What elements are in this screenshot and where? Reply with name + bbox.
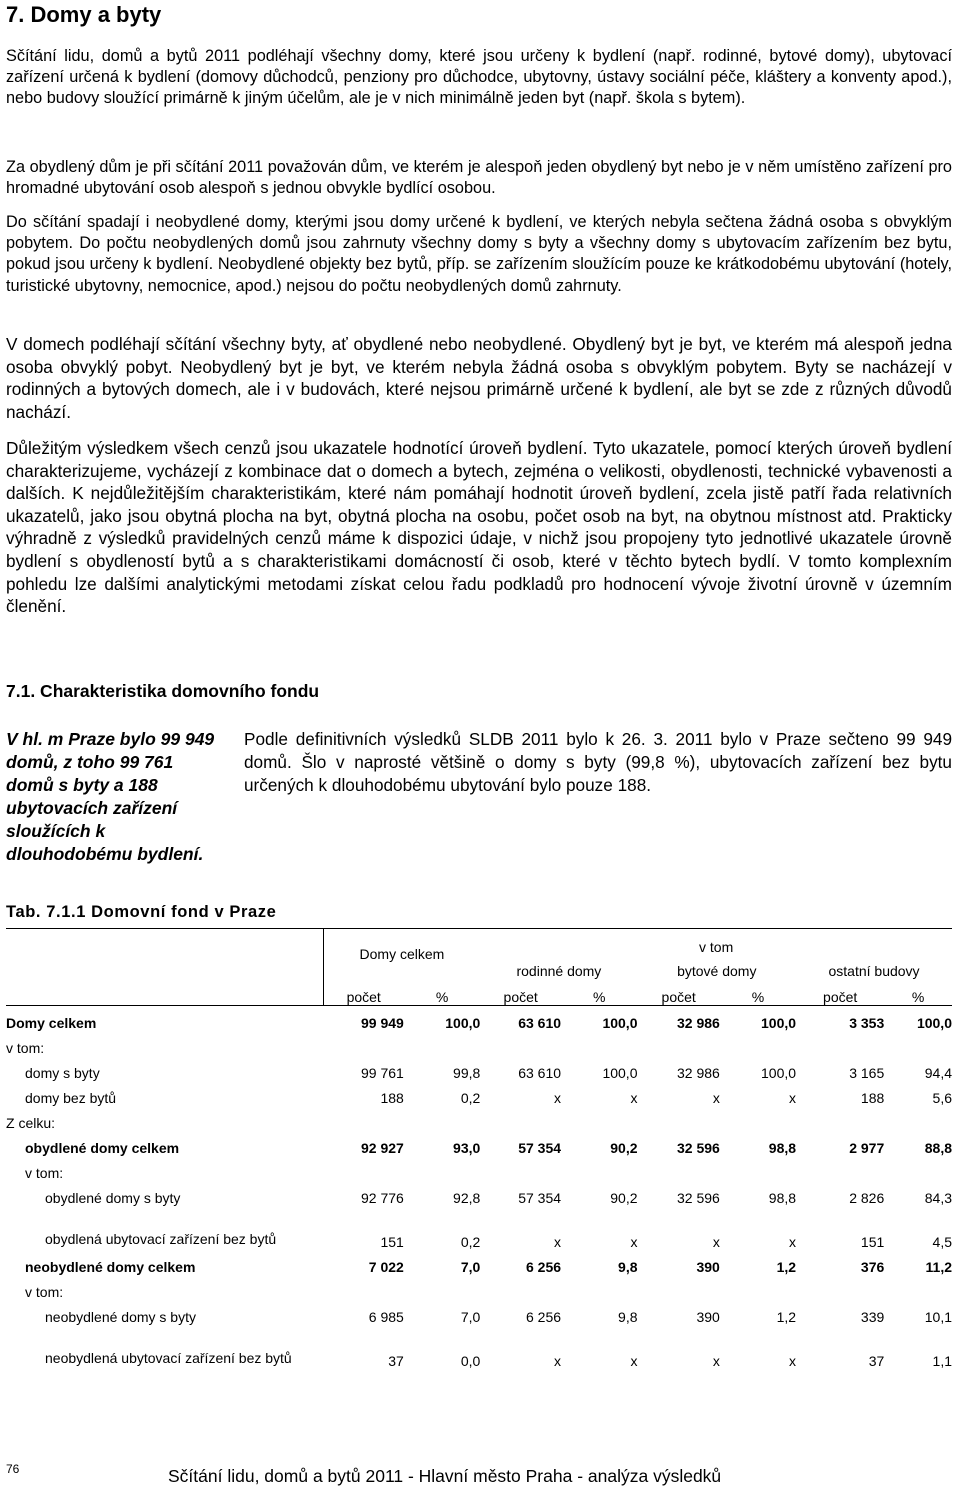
row-label: neobydlené domy celkem bbox=[25, 1258, 196, 1275]
cell-value: 4,5 bbox=[932, 1233, 952, 1250]
table-row bbox=[6, 1300, 952, 1325]
cell-value bbox=[323, 1106, 404, 1131]
header-pct: % bbox=[561, 979, 637, 1006]
cell-value bbox=[561, 1106, 637, 1131]
cell-value: x bbox=[554, 1089, 562, 1106]
cell-value: 88,8 bbox=[924, 1139, 952, 1156]
cell-value: x bbox=[630, 1089, 638, 1106]
cell-value bbox=[796, 1031, 884, 1056]
cell-value bbox=[323, 1031, 404, 1056]
cell-value bbox=[323, 1156, 404, 1181]
header-count: počet bbox=[480, 979, 561, 1006]
cell-value: x bbox=[630, 1352, 638, 1369]
cell-value bbox=[480, 1031, 561, 1056]
cell-value bbox=[404, 1156, 480, 1181]
margin-summary: V hl. m Praze bylo 99 949 domů, z toho 99 761 domů s byty a 188 ubytovacích zařízení sloužících k dlouhodobému bydlení. bbox=[6, 729, 215, 864]
cell-value bbox=[796, 1106, 884, 1131]
cell-value: 32 986 bbox=[677, 1064, 720, 1081]
row-label: neobydlená ubytovací zařízení bez bytů bbox=[45, 1349, 292, 1366]
cell-value bbox=[404, 1275, 480, 1300]
cell-value bbox=[638, 1275, 720, 1300]
cell-value: 188 bbox=[860, 1089, 885, 1106]
cell-value: 92,8 bbox=[453, 1189, 481, 1206]
row-label: v tom: bbox=[6, 1039, 45, 1056]
page-number: 76 bbox=[6, 1462, 20, 1476]
cell-value: 90,2 bbox=[610, 1189, 638, 1206]
cell-value: 93,0 bbox=[453, 1139, 481, 1156]
cell-value: 99 761 bbox=[361, 1064, 404, 1081]
cell-value: 100,0 bbox=[761, 1064, 797, 1081]
cell-value: 100,0 bbox=[602, 1064, 638, 1081]
row-label: v tom: bbox=[25, 1164, 64, 1181]
cell-value bbox=[480, 1106, 561, 1131]
cell-value: 2 826 bbox=[849, 1189, 885, 1206]
cell-value bbox=[638, 1106, 720, 1131]
cell-value: 7,0 bbox=[460, 1308, 481, 1325]
cell-value: 390 bbox=[696, 1308, 720, 1325]
header-count: počet bbox=[323, 979, 404, 1006]
table-row bbox=[6, 1131, 952, 1156]
cell-value: x bbox=[554, 1352, 562, 1369]
cell-value: 84,3 bbox=[924, 1189, 952, 1206]
cell-value bbox=[720, 1031, 796, 1056]
table-row bbox=[6, 1106, 952, 1131]
cell-value: 6 256 bbox=[526, 1308, 562, 1325]
section-intro: Podle definitivních výsledků SLDB 2011 bylo k 26. 3. 2011 bylo v Praze sečteno 99 949 domů. Šlo v naprosté většině o domy s byty (99,8 %), ubytovacích zařízení bez bytu určených k dlouhodobému ubytování bylo pouze 188. bbox=[244, 729, 952, 795]
table-row bbox=[6, 1005, 952, 1031]
cell-value: 100,0 bbox=[916, 1014, 952, 1031]
cell-value bbox=[480, 1156, 561, 1181]
paragraph-unoccupied-houses: Do sčítání spadají i neobydlené domy, kterými jsou domy určené k bydlení, ve kterých nebyla sečtena žádná osoba s obvyklým pobytem. Do počtu neobydlených domů jsou zahrnuty všechny domy s byty a všechny domy s ubytovacím zařízením bez bytu, pokud jsou určeny k bydlení. Neobydlené objekty bez bytů, příp. se zařízením sloužícím pouze ke krátkodobému ubytování (hotely, turistické ubytovny, nemocnice, apod.) nejsou do počtu neobydlených domů zahrnuty. bbox=[6, 213, 952, 295]
cell-value: 100,0 bbox=[445, 1014, 481, 1031]
section-heading: 7.1. Charakteristika domovního fondu bbox=[6, 681, 320, 701]
cell-value: 10,1 bbox=[924, 1308, 952, 1325]
table-row bbox=[6, 1275, 952, 1300]
cell-value bbox=[884, 1156, 952, 1181]
table-row bbox=[6, 1081, 952, 1106]
cell-value bbox=[323, 1275, 404, 1300]
header-group-ostatni: ostatní budovy bbox=[828, 962, 920, 979]
cell-value: x bbox=[789, 1352, 797, 1369]
cell-value: 99,8 bbox=[453, 1064, 481, 1081]
cell-value: 63 610 bbox=[518, 1014, 562, 1031]
cell-value bbox=[404, 1031, 480, 1056]
cell-value: 151 bbox=[860, 1233, 885, 1250]
cell-value: x bbox=[789, 1233, 797, 1250]
cell-value: 376 bbox=[860, 1258, 885, 1275]
cell-value: 6 985 bbox=[368, 1308, 404, 1325]
cell-value: 0,2 bbox=[460, 1233, 481, 1250]
cell-value: 100,0 bbox=[602, 1014, 638, 1031]
cell-value: 1,2 bbox=[776, 1308, 797, 1325]
table-row bbox=[6, 1156, 952, 1181]
cell-value: 151 bbox=[380, 1233, 404, 1250]
cell-value bbox=[638, 1156, 720, 1181]
paragraph-scope: Sčítání lidu, domů a bytů 2011 podléhají všechny domy, které jsou určeny k bydlení (např. rodinné, bytové domy), ubytovací zařízení určená k bydlení (domovy důchodců, penziony pro důchodce, ubytovny, ústavy sociální péče, kláštery a konventy apod.), nebo budovy sloužící primárně k jiným účelům, ale je v nich minimálně jeden byt (např. škola s bytem). bbox=[6, 47, 952, 108]
cell-value: 90,2 bbox=[610, 1139, 638, 1156]
header-domy-celkem: Domy celkem bbox=[323, 929, 480, 979]
cell-value: 5,6 bbox=[932, 1089, 952, 1106]
cell-value: 9,8 bbox=[618, 1308, 638, 1325]
cell-value bbox=[884, 1031, 952, 1056]
row-label: Z celku: bbox=[6, 1114, 56, 1131]
chapter-heading: 7. Domy a byty bbox=[6, 2, 162, 27]
cell-value: 11,2 bbox=[925, 1258, 952, 1275]
cell-value bbox=[796, 1275, 884, 1300]
cell-value: 100,0 bbox=[761, 1014, 797, 1031]
header-pct: % bbox=[404, 979, 480, 1006]
header-count: počet bbox=[796, 979, 884, 1006]
cell-value bbox=[720, 1156, 796, 1181]
cell-value bbox=[884, 1106, 952, 1131]
cell-value: 390 bbox=[696, 1258, 720, 1275]
header-group-rodinne: rodinné domy bbox=[516, 962, 602, 979]
row-label: obydlená ubytovací zařízení bez bytů bbox=[45, 1230, 277, 1247]
cell-value bbox=[720, 1275, 796, 1300]
header-pct: % bbox=[884, 979, 952, 1006]
cell-value: 7 022 bbox=[368, 1258, 404, 1275]
cell-value: 37 bbox=[868, 1352, 885, 1369]
cell-value: x bbox=[789, 1089, 797, 1106]
header-count: počet bbox=[638, 979, 720, 1006]
cell-value: x bbox=[712, 1352, 720, 1369]
cell-value bbox=[796, 1156, 884, 1181]
table-row bbox=[6, 1181, 952, 1206]
cell-value: 3 165 bbox=[849, 1064, 885, 1081]
cell-value: 1,2 bbox=[776, 1258, 797, 1275]
cell-value: 98,8 bbox=[768, 1139, 797, 1156]
row-label: domy bez bytů bbox=[25, 1089, 117, 1106]
cell-value: 99 949 bbox=[361, 1014, 404, 1031]
row-label: domy s byty bbox=[25, 1064, 100, 1081]
cell-value bbox=[561, 1031, 637, 1056]
paragraph-housing-indicators: Důležitým výsledkem všech cenzů jsou ukazatele hodnotící úroveň bydlení. Tyto ukazatele, pomocí kterých úroveň bydlení charakterizujeme, vycházejí z kombinace dat o domech a bytech, zejména o velikosti, obydlenosti, technické vybavenosti a dalších. K nejdůležitějším charakteristikám, které nám pomáhají hodnotit úroveň bydlení, zcela jistě patří řada relativních ukazatelů, jako jsou obytná plocha na byt, obytná plocha na osobu, počet osob na byt, na obytnou místnost atd. Prakticky výhradně z výsledků pravidelných cenzů máme k dispozici údaje, v nichž jsou propojeny tyto jednotlivé ukazatele úrovně bydlení s obydleností bytů a s charakteristikami domácností či osob, které v těchto bytech bydlí. V tomto komplexním pohledu lze dalšími analytickými metodami získat celou řadu podkladů pro hodnocení vývoje životní úrovně v územním členění. bbox=[6, 438, 952, 617]
cell-value: x bbox=[630, 1233, 638, 1250]
row-label: v tom: bbox=[25, 1283, 64, 1300]
cell-value: 9,8 bbox=[618, 1258, 638, 1275]
table-row bbox=[6, 1206, 952, 1250]
cell-value: 188 bbox=[380, 1089, 404, 1106]
cell-value: x bbox=[712, 1233, 720, 1250]
cell-value: 0,2 bbox=[460, 1089, 481, 1106]
cell-value bbox=[404, 1106, 480, 1131]
cell-value: 1,1 bbox=[932, 1352, 952, 1369]
table-row bbox=[6, 1056, 952, 1081]
cell-value bbox=[638, 1031, 720, 1056]
cell-value: 57 354 bbox=[518, 1189, 562, 1206]
table-row bbox=[6, 1031, 952, 1056]
cell-value: 3 353 bbox=[849, 1014, 885, 1031]
cell-value: 0,0 bbox=[460, 1352, 481, 1369]
cell-value: 98,8 bbox=[768, 1189, 797, 1206]
header-group-bytove: bytové domy bbox=[677, 962, 757, 979]
row-label: obydlené domy s byty bbox=[45, 1189, 181, 1206]
row-label: Domy celkem bbox=[6, 1014, 97, 1031]
header-pct: % bbox=[720, 979, 796, 1006]
cell-value: 32 986 bbox=[677, 1014, 720, 1031]
cell-value: 92 927 bbox=[361, 1139, 404, 1156]
cell-value: x bbox=[712, 1089, 720, 1106]
table-title: Tab. 7.1.1 Domovní fond v Praze bbox=[6, 903, 277, 921]
header-v-tom: v tom bbox=[699, 938, 734, 955]
cell-value bbox=[561, 1275, 637, 1300]
cell-value: 6 256 bbox=[526, 1258, 562, 1275]
paragraph-dwellings: V domech podléhají sčítání všechny byty, ať obydlené nebo neobydlené. Obydlený byt je byt, ve kterém má alespoň jedna osoba obvyklý pobyt. Neobydlený byt je byt, ve kterém nebyla žádná osoba s obvyklým pobytem. Byty se nacházejí v rodinných a bytových domech, ale i v budovách, které nejsou primárně určené k bydlení, ale byt se zde z různých důvodů nachází. bbox=[6, 334, 952, 422]
cell-value: x bbox=[554, 1233, 562, 1250]
cell-value: 32 596 bbox=[677, 1139, 720, 1156]
paragraph-occupied-house: Za obydlený dům je při sčítání 2011 považován dům, ve kterém je alespoň jeden obydlený byt nebo je v něm umístěno zařízení pro hromadné ubytování osob alespoň s jednou obvykle bydlící osobou. bbox=[6, 158, 952, 198]
table-header-blank bbox=[6, 929, 323, 979]
cell-value: 92 776 bbox=[361, 1189, 404, 1206]
row-label: neobydlené domy s byty bbox=[45, 1308, 196, 1325]
cell-value: 57 354 bbox=[518, 1139, 562, 1156]
table-row bbox=[6, 1325, 952, 1369]
cell-value bbox=[561, 1156, 637, 1181]
cell-value: 2 977 bbox=[849, 1139, 885, 1156]
cell-value bbox=[720, 1106, 796, 1131]
cell-value bbox=[884, 1275, 952, 1300]
row-label: obydlené domy celkem bbox=[25, 1139, 180, 1156]
cell-value: 32 596 bbox=[677, 1189, 720, 1206]
cell-value: 339 bbox=[860, 1308, 885, 1325]
housing-stock-table bbox=[6, 928, 952, 1369]
cell-value: 94,4 bbox=[924, 1064, 952, 1081]
cell-value: 7,0 bbox=[460, 1258, 481, 1275]
cell-value: 37 bbox=[388, 1352, 404, 1369]
cell-value bbox=[480, 1275, 561, 1300]
table-row bbox=[6, 1250, 952, 1275]
cell-value: 63 610 bbox=[518, 1064, 562, 1081]
footer-title: Sčítání lidu, domů a bytů 2011 - Hlavní město Praha - analýza výsledků bbox=[168, 1466, 722, 1486]
